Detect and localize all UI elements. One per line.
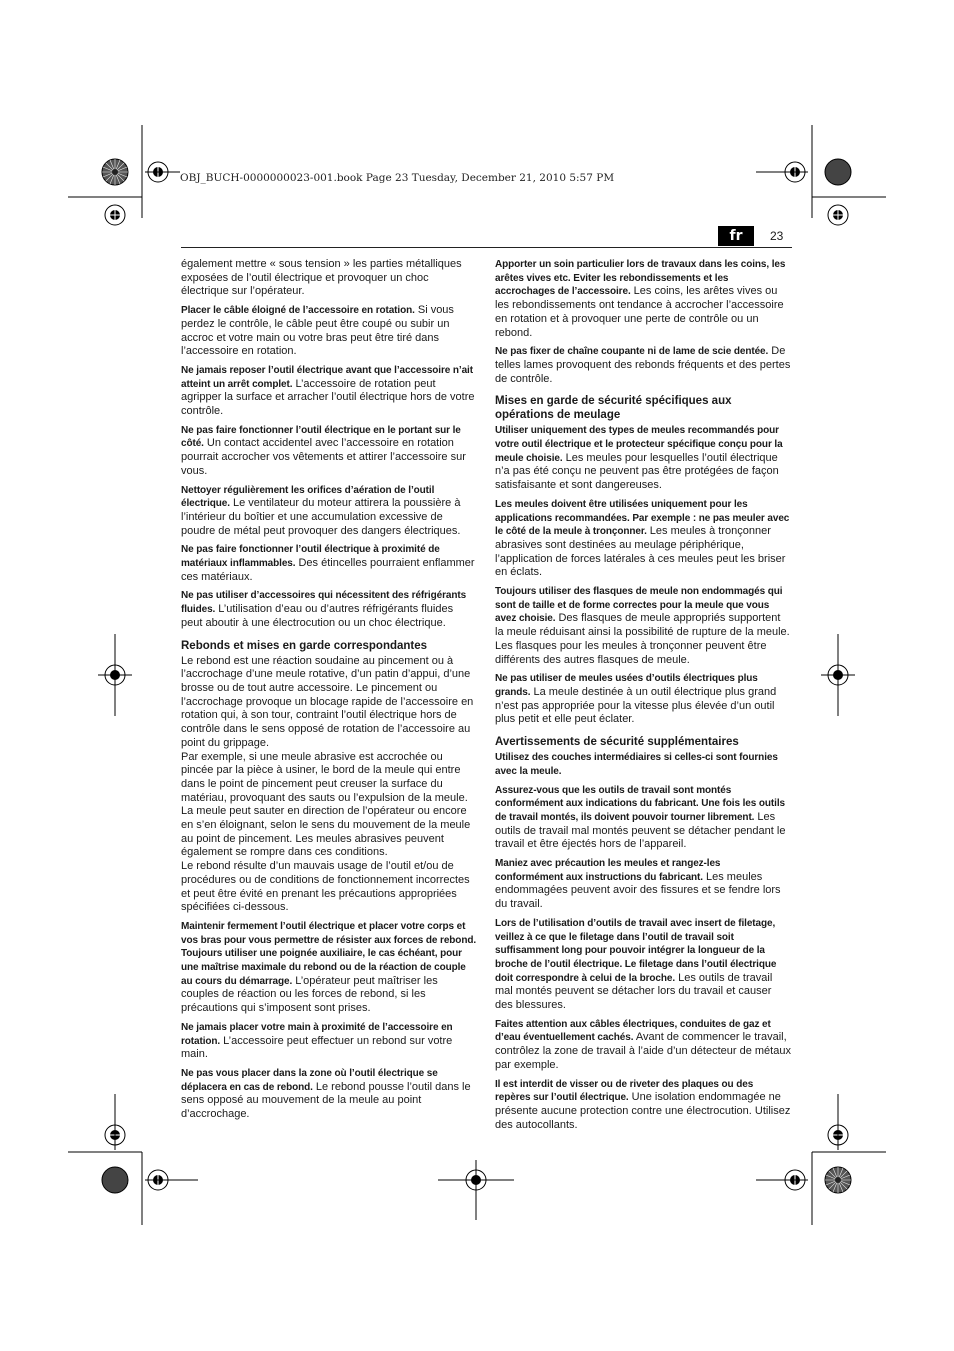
- color-bar-icon: [102, 159, 128, 185]
- paragraph-body: Des flasques de meule appropriés supportent la meule réduisant ainsi la possibilité de rupture de la meule. Les flasques pour les meules à tronçonner peuvent être différents des autres flasques de meule.: [495, 612, 790, 666]
- warning-lead: Toujours utiliser des flasques de meule non endommagés qui sont de taille et de forme correctes pour la meule que vous avez choisie.: [495, 586, 783, 625]
- warning-lead: Apporter un soin particulier lors de travaux dans les coins, les arêtes vives etc. Eviter les rebondissements et les accrochages de l’accessoire.: [495, 259, 786, 298]
- section-heading: Avertissements de sécurité supplémentaires: [495, 736, 739, 749]
- paragraph: [495, 424, 791, 493]
- warning-lead: Ne pas faire fonctionner l’outil électrique à proximité de matériaux inflammables.: [181, 544, 440, 570]
- paragraph: [495, 498, 791, 580]
- warning-lead: Nettoyer régulièrement les orifices d’aération de l’outil électrique.: [181, 484, 435, 510]
- warning-lead: Ne jamais placer votre main à proximité de l’accessoire en rotation.: [181, 1021, 453, 1047]
- section-heading: Mises en garde de sécurité spécifiques aux opérations de meulage: [495, 395, 732, 422]
- paragraph: [181, 920, 477, 1016]
- paragraph: [495, 585, 791, 667]
- paragraph: [181, 1021, 477, 1062]
- warning-lead: Lors de l’utilisation d’outils de travail avec insert de filetage, veillez à ce que le filetage dans l’outil de travail soit suffisamment long pour pouvoir intégrer la longueur de la broche de l’outil électrique. Le filetage dans l’outil électrique doit correspondre à celui de la broche.: [495, 917, 777, 984]
- paragraph-body: L’utilisation d’eau ou d’autres réfrigérants fluides peut aboutir à une électrocution ou un choc électrique.: [181, 603, 454, 629]
- paragraph-body: L’accessoire de rotation peut agripper la surface et arracher l’outil électrique hors de votre contrôle.: [181, 377, 475, 418]
- section-heading: Rebonds et mises en garde correspondantes: [181, 639, 428, 652]
- paragraph: [181, 860, 477, 915]
- paragraph: [495, 345, 791, 386]
- paragraph: [181, 751, 477, 861]
- color-bar-icon: [825, 1167, 851, 1193]
- paragraph: [181, 364, 477, 419]
- language-badge: fr: [718, 226, 754, 246]
- paragraph-body: Les outils de travail mal montés peuvent se détacher pendant le travail et être éjectés hors de l’appareil.: [495, 810, 786, 851]
- paragraph: [181, 258, 477, 299]
- paragraph-body: Le rebond pousse l’outil dans le sens opposé au mouvement de la meule au point d’accrochage.: [181, 1080, 471, 1121]
- paragraph-body: L’accessoire peut effectuer un rebond sur votre main.: [181, 1034, 453, 1061]
- color-bar-icon: [825, 159, 851, 185]
- paragraph: [181, 543, 477, 584]
- warning-lead: Assurez-vous que les outils de travail sont montés conformément aux indications du fabricant. Une fois les outils de travail montés, ils doivent pouvoir tourner librement.: [495, 784, 785, 823]
- paragraph: [495, 258, 791, 340]
- warning-lead: Ne pas fixer de chaîne coupante ni de lame de scie dentée.: [495, 346, 769, 358]
- warning-lead: Maintenir fermement l’outil électrique et placer votre corps et vos bras pour vous permettre de résister aux forces de rebond. Toujours utiliser une poignée auxiliaire, le cas échéant, pour une maîtrise maximale du rebond ou de la réaction de couple au cours du démarrage.: [181, 920, 477, 987]
- paragraph: [181, 655, 477, 751]
- right-column: [495, 258, 791, 1137]
- paragraph-body: également mettre « sous tension » les parties métalliques exposées de l’outil électrique et provoquer un choc électrique sur l’opérateur.: [181, 258, 462, 298]
- paragraph: [495, 1078, 791, 1133]
- paragraph-body: Les meules pour lesquelles l’outil électrique n’a pas été conçu ne peuvent pas être protégées de façon satisfaisante et sont dangereuses.: [495, 451, 779, 492]
- color-bar-icon: [102, 1167, 128, 1193]
- paragraph-body: Les coins, les arêtes vives ou les rebondissements ont tendance à accrocher l’accessoire en rotation et à provoquer une perte de contrôle ou un rebond.: [495, 285, 784, 339]
- warning-lead: Faites attention aux câbles électriques, conduites de gaz et d’eau éventuellement cachés.: [495, 1018, 771, 1044]
- paragraph-body: Les meules à tronçonner abrasives sont destinées au meulage périphérique, l’application de forces latérales à ces meules peut les briser en éclats.: [495, 525, 786, 579]
- paragraph-body: Le rebond résulte d’un mauvais usage de l’outil et/ou de procédures ou de conditions de fonctionnement incorrectes et peut être évité en prenant les précautions appropriées spécifiées ci-dessous.: [181, 860, 470, 914]
- warning-lead: Ne pas utiliser de meules usées d’outils électriques plus grands.: [495, 673, 758, 698]
- registration-crosshair-icon: [105, 205, 125, 225]
- paragraph: [495, 1018, 791, 1073]
- paragraph-body: Une isolation endommagée ne présente aucune protection contre une électrocution. Utilisez des autocollants.: [495, 1091, 791, 1131]
- paragraph: [181, 424, 477, 479]
- page-number: 23: [770, 229, 784, 243]
- paragraph-body: L’opérateur peut maîtriser les couples de réaction ou les forces de rebond, si les précautions qui s’imposent sont prises.: [181, 974, 438, 1015]
- warning-lead: Les meules doivent être utilisées uniquement pour les applications recommandées. Par exemple : ne pas meuler avec le côté de la meule à tronçonner.: [495, 498, 790, 538]
- paragraph: [181, 304, 477, 359]
- paragraph: [495, 751, 791, 778]
- paragraph: [181, 484, 477, 539]
- paragraph: [181, 589, 477, 630]
- paragraph-body: Le ventilateur du moteur attirera la poussière à l’intérieur du boîtier et une accumulation excessive de poudre de métal peut provoquer des dangers électriques.: [181, 497, 461, 537]
- paragraph-body: Avant de commencer le travail, contrôlez la zone de travail à l’aide d’un détecteur de métaux par exemple.: [495, 1031, 791, 1071]
- left-column: [181, 258, 477, 1127]
- paragraph: [495, 672, 791, 727]
- warning-lead: Placer le câble éloigné de l’accessoire en rotation.: [181, 305, 415, 317]
- paragraph-body: Les meules endommagées peuvent avoir des fissures et se fendre lors du travail.: [495, 870, 781, 911]
- paragraph-body: De telles lames provoquent des rebonds fréquents et des pertes de contrôle.: [495, 345, 791, 385]
- header-rule: [181, 247, 792, 248]
- paragraph-body: Un contact accidentel avec l’accessoire en rotation pourrait accrocher vos vêtements et attirer l’accessoire sur vous.: [181, 437, 466, 477]
- warning-lead: Ne jamais reposer l’outil électrique avant que l’accessoire n’ait atteint un arrêt complet.: [181, 364, 473, 390]
- warning-lead: Maniez avec précaution les meules et rangez-les conformément aux instructions du fabricant.: [495, 858, 721, 883]
- warning-lead: Utilisez des couches intermédiaires si celles-ci sont fournies avec la meule.: [495, 752, 778, 777]
- warning-lead: Ne pas vous placer dans la zone où l’outil électrique se déplacera en cas de rebond.: [181, 1067, 438, 1093]
- paragraph: [495, 917, 791, 1013]
- warning-lead: Utiliser uniquement des types de meules recommandés pour votre outil électrique et le protecteur spécifique conçu pour la meule choisie.: [495, 425, 783, 464]
- paragraph-body: Si vous perdez le contrôle, le câble peut être coupé ou subir un accroc et votre main ou votre bras peut être tiré dans l’accessoire en rotation.: [181, 304, 454, 358]
- paragraph-body: Par exemple, si une meule abrasive est accrochée ou pincée par la pièce à usiner, le bord de la meule qui entre dans le point de pincement peut creuser la surface du matériau, provoquant des sauts ou l’expulsion de la meule. La meule peut sauter en direction de l’opérateur ou encore en s’en éloignant, selon le sens du mouvement de la meule au point de pincement. Les meules abrasives peuvent également se rompre dans ces conditions.: [181, 750, 471, 859]
- paragraph: [495, 784, 791, 853]
- paragraph-body: Le rebond est une réaction soudaine au pincement ou à l’accrochage d’une meule rotative, d’un patin d’appui, d’une brosse ou de tout autre accessoire. Le pincement ou l’accrochage provoque un blocage rapide de l’accessoire en rotation qui, à son tour, contraint l’outil électrique hors de contrôle dans le sens opposé de rotation de l’accessoire au point du grippage.: [181, 654, 474, 749]
- paragraph-body: Les outils de travail mal montés peuvent se détacher lors du travail et causer des blessures.: [495, 971, 773, 1012]
- paragraph: [495, 857, 791, 912]
- paragraph: [181, 1067, 477, 1122]
- paragraph-body: La meule destinée à un outil électrique plus grand n’est pas appropriée pour la vitesse plus élevée d’un outil plus petit et elle peut éclater.: [495, 685, 777, 726]
- registration-crosshair-icon: [828, 205, 848, 225]
- warning-lead: Ne pas utiliser d’accessoires qui nécessitent des réfrigérants fluides.: [181, 590, 467, 616]
- warning-lead: Il est interdit de visser ou de riveter des plaques ou des repères sur l’outil électrique.: [495, 1078, 754, 1104]
- warning-lead: Ne pas faire fonctionner l’outil électrique en le portant sur le côté.: [181, 424, 461, 450]
- paragraph-body: Des étincelles pourraient enflammer ces matériaux.: [181, 557, 475, 583]
- file-info-line: OBJ_BUCH-0000000023-001.book Page 23 Tuesday, December 21, 2010 5:57 PM: [180, 172, 615, 184]
